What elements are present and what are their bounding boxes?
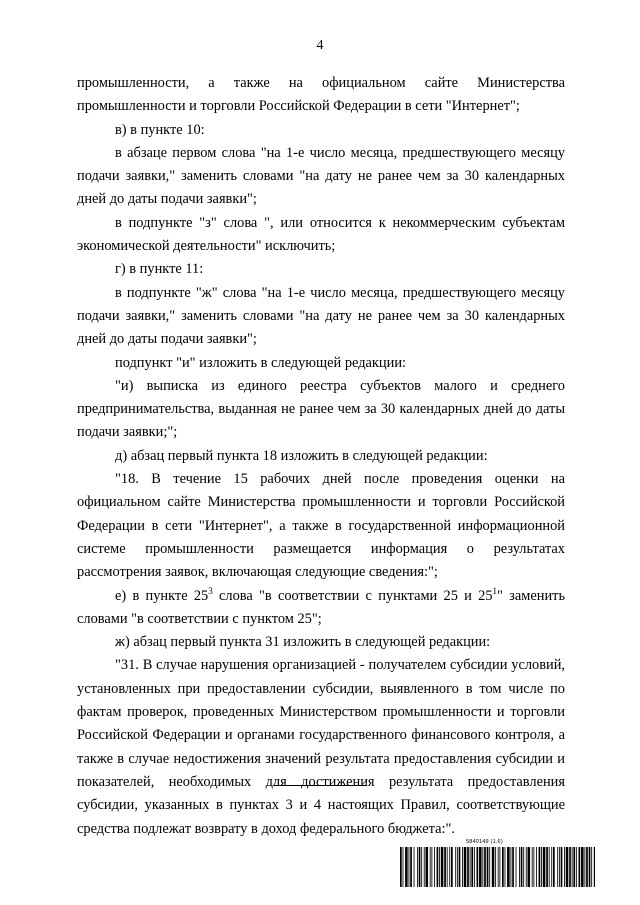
barcode-bar xyxy=(405,847,408,887)
separator-line xyxy=(274,785,366,786)
barcode-bar xyxy=(566,847,569,887)
barcode-bar xyxy=(417,847,418,887)
barcode-bar xyxy=(495,847,496,887)
barcode-bar xyxy=(464,847,467,887)
barcode-bar xyxy=(482,847,483,887)
paragraph-e xyxy=(77,585,565,632)
barcode-bar xyxy=(519,847,520,887)
barcode-bar xyxy=(447,847,448,887)
paragraph: ж) абзац первый пункта 31 изложить в следующей редакции: xyxy=(115,634,491,651)
barcode-bar xyxy=(502,847,504,887)
barcode-bar xyxy=(572,847,573,887)
paragraph: в подпункте "з" слова ", или относится к некоммерческим субъектам экономической деятельности" исключить; xyxy=(77,214,565,255)
barcode-caption: 5840149 (1.6) xyxy=(466,839,503,845)
barcode-bar xyxy=(536,847,537,887)
barcode-bar xyxy=(487,847,489,887)
barcode-bar xyxy=(533,847,534,887)
barcode-bar xyxy=(499,847,500,887)
barcode-bar xyxy=(459,847,461,887)
barcode-bar xyxy=(449,847,450,887)
barcode-bar xyxy=(541,847,542,887)
barcode-bar xyxy=(586,847,588,887)
barcode-bar xyxy=(498,847,499,887)
barcode-bar xyxy=(471,847,473,887)
paragraph: "31. В случае нарушения организацией - получателем субсидии условий, установленных при предоставлении субсидии, выявленного в том числе по фактам проверок, проведенных Министерством промышленности и торговли Российской Федерации и органами государственного финансового контроля, а также в случае недостижения значений результата предоставления субсидии и показателей, необходимых для достижения результата предоставления субсидии, указанных в пунктах 3 и 4 настоящих Правил, соответствующие средства подлежат возврату в доход федерального бюджета:". xyxy=(77,657,565,837)
barcode-bar xyxy=(549,847,550,887)
barcode-bar xyxy=(507,847,510,887)
barcode-bar xyxy=(441,847,444,887)
barcode-bar xyxy=(409,847,410,887)
barcode-bar xyxy=(439,847,440,887)
barcode-bar xyxy=(523,847,524,887)
barcode-bar xyxy=(474,847,475,887)
barcode-bar xyxy=(521,847,523,887)
barcode-bar xyxy=(546,847,548,887)
barcode-bar xyxy=(431,847,432,887)
barcode-bar xyxy=(528,847,531,887)
barcode-bar xyxy=(551,847,552,887)
barcode-bar xyxy=(462,847,463,887)
superscript: 1 xyxy=(492,585,498,596)
barcode-bar xyxy=(569,847,571,887)
barcode-bar xyxy=(591,847,592,887)
barcode-bar xyxy=(430,847,431,887)
paragraph: г) в пункте 11: xyxy=(115,261,204,278)
barcode-bar xyxy=(579,847,581,887)
barcode xyxy=(400,847,595,887)
paragraph: "18. В течение 15 рабочих дней после проведения оценки на официальном сайте Министерства промышленности и торговли Российской Федерации в сети "Интернет", а также в государственной информационной системе промышленности размещается информация о результатах рассмотрения заявок, включающая следующие сведения:"; xyxy=(77,471,565,581)
barcode-bar xyxy=(511,847,512,887)
barcode-bar xyxy=(434,847,435,887)
barcode-bar xyxy=(484,847,486,887)
barcode-bar xyxy=(455,847,456,887)
barcode-bar xyxy=(457,847,458,887)
paragraph: в подпункте "ж" слова "на 1-е число месяца, предшествующего месяцу подачи заявки," заменить словами "на дату не ранее чем за 30 календарных дней до даты подачи заявки"; xyxy=(77,284,565,348)
barcode-bar xyxy=(467,847,469,887)
barcode-bar xyxy=(539,847,541,887)
paragraph: в) в пункте 10: xyxy=(115,121,205,138)
paragraph: промышленности, а также на официальном сайте Министерства промышленности и торговли Российской Федерации в сети "Интернет"; xyxy=(77,75,565,115)
paragraph: в абзаце первом слова "на 1-е число месяца, предшествующего месяцу подачи заявки," заменить словами "на дату не ранее чем за 30 календарных дней до даты подачи заявки"; xyxy=(77,144,565,208)
barcode-bar xyxy=(553,847,555,887)
barcode-bar xyxy=(559,847,560,887)
barcode-bar xyxy=(479,847,482,887)
barcode-bar xyxy=(589,847,591,887)
paragraph: подпункт "и" изложить в следующей редакции: xyxy=(115,354,407,371)
barcode-bar xyxy=(410,847,412,887)
barcode-bar xyxy=(403,847,404,887)
barcode-bar xyxy=(451,847,453,887)
barcode-bar xyxy=(414,847,415,887)
paragraph: "и) выписка из единого реестра субъектов малого и среднего предпринимательства, выданная не ранее чем за 30 календарных дней до даты подачи заявки;"; xyxy=(77,377,565,441)
barcode-bar xyxy=(492,847,495,887)
barcode-bar xyxy=(437,847,439,887)
superscript: 3 xyxy=(208,585,213,596)
paragraph-e-part3: " заменить словами "в соответствии с пунктом 25"; xyxy=(77,587,566,627)
barcode-bar xyxy=(581,847,584,887)
barcode-bar xyxy=(512,847,514,887)
barcode-bar xyxy=(424,847,425,887)
barcode-bar xyxy=(477,847,479,887)
paragraph: д) абзац первый пункта 18 изложить в следующей редакции: xyxy=(115,447,488,464)
barcode-bar xyxy=(526,847,527,887)
barcode-bar xyxy=(421,847,422,887)
document-body xyxy=(77,72,565,841)
barcode-bar xyxy=(419,847,421,887)
barcode-bar xyxy=(444,847,446,887)
barcode-bar xyxy=(532,847,533,887)
barcode-bar xyxy=(576,847,577,887)
page-number: 4 xyxy=(316,38,324,53)
barcode-bar xyxy=(426,847,429,887)
barcode-bar xyxy=(489,847,490,887)
paragraph-e-part1: е) в пункте 25 xyxy=(115,587,209,604)
barcode-bar xyxy=(564,847,565,887)
barcode-bar xyxy=(505,847,506,887)
barcode-bar xyxy=(584,847,585,887)
barcode-bar xyxy=(557,847,558,887)
barcode-bar xyxy=(573,847,575,887)
barcode-bar xyxy=(561,847,563,887)
barcode-bar xyxy=(516,847,517,887)
barcode-bar xyxy=(400,847,402,887)
barcode-bar xyxy=(594,847,595,887)
paragraph-e-part2: слова "в соответствии с пунктами 25 и 25 xyxy=(212,587,493,604)
barcode-bar xyxy=(470,847,471,887)
barcode-bar xyxy=(543,847,546,887)
